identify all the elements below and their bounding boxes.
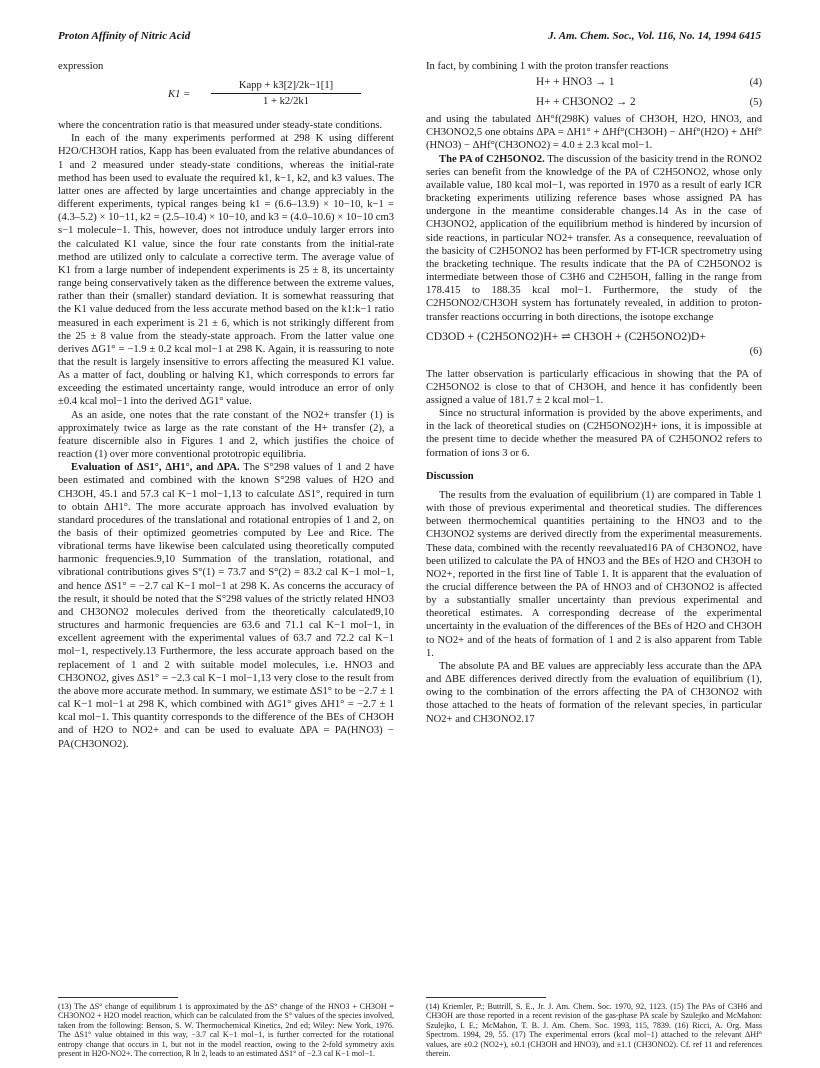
running-title: Proton Affinity of Nitric Acid — [58, 30, 191, 42]
paragraph — [426, 153, 762, 324]
paragraph: expression — [58, 61, 104, 72]
paragraph — [58, 461, 394, 750]
reaction-5 — [426, 93, 762, 113]
reaction-text: H+ + HNO3 → 1 — [536, 76, 615, 89]
paragraph: The absolute PA and BE values are appreciably less accurate than the ΔPA and ΔBE differences derived directly from the evaluation of equilibrium (1), owing to the combination of the errors affecting the PA of CH3ONO2 with those attached to the heats of formation of the relevant species, in particular NO2+ and CH3ONO2.17 — [426, 660, 762, 725]
paragraph: In fact, by combining 1 with the proton transfer reactions — [426, 61, 669, 72]
section-heading: Discussion — [426, 470, 474, 482]
footnote-rule — [426, 997, 546, 998]
reaction-6 — [426, 330, 762, 362]
footnote-rule — [58, 997, 178, 998]
paragraph: Since no structural information is provided by the above experiments, and in the lack of theoretical studies on (C2H5ONO2)H+ ions, it is impossible at the present time to decide whether the measured PA of C2H5ONO2 refers to formation of ions 3 or 6. — [426, 408, 762, 459]
reaction-text: CD3OD + (C2H5ONO2)H+ ⇌ CH3OH + (C2H5ONO2)D+ — [426, 329, 706, 343]
running-header — [58, 30, 761, 46]
left-column — [58, 60, 394, 751]
paragraph: and using the tabulated ΔH°f(298K) values of CH3OH, H2O, HNO3, and CH3ONO2,5 one obtains ΔPA = ΔH1° + ΔHf°(CH3OH) − ΔHf°(H2O) + ΔHf°(HNO3) − ΔHf°(CH3ONO2) = 4.0 ± 2.3 kcal mol−1. — [426, 114, 762, 152]
paragraph-text: The S°298 values of 1 and 2 have been estimated and combined with the known S°298 values of H2O and CH3OH, 45.1 and 57.3 cal K−1 mol−1,13 to calculate ΔS1°, required in turn to obtain ΔH1°. The more accurate approach has involved evaluation by standard procedures of the translational and rotational entropies of 1 and 2, on the basis of their optimized geometries computed by Lee and Rice. The vibrational terms have likewise been calculated using theoretically computed harmonic frequencies.9,10 Summation of the translation, rotational, and vibrational contributions gives S°(1) = 73.7 and S°(2) = 83.2 cal K−1 mol−1, and hence ΔS1° = −2.7 cal K−1 mol−1 at 298 K. As concerns the accuracy of the result, it should be noted that the S°298 values of the strictly related HNO3 and CH3ONO2 molecules derived from the theoretically calculated9,10 structures and harmonic frequencies are 63.6 and 71.1 cal K−1 mol−1, in excellent agreement with the experimental values of 63.7 and 72.2 cal K−1 mol−1, respectively.13 Furthermore, the less accurate approach based on the replacement of 1 and 2 with suitable model molecules, i.e. HNO3 and CH3ONO2, gives ΔS1° = −2.3 cal K−1 mol−1,13 very close to the result from the above more accurate method. In summary, we estimate ΔS1° to be −2.7 ± 1 cal K−1 mol−1 at 298 K, which combined with ΔG1° gives ΔH1° = −2.7 ± 1 kcal mol−1. This quantity corresponds to the difference of the BEs of CH3OH and of H2O to NO2+ and can be used to evaluate ΔPA = PA(HNO3) − PA(CH3ONO2). — [58, 462, 394, 750]
run-in-heading: Evaluation of ΔS1°, ΔH1°, and ΔPA. — [71, 462, 240, 474]
paragraph: In each of the many experiments performed at 298 K using different H2O/CH3OH ratios, Kapp has been evaluated from the relative abundances of 1 and 2 measured under steady-state conditions, whereas the initial-rate method has been used to evaluate the required k1, k−1, k2, and k3 values. The latter ones are affected by large uncertainties and change appreciably in the different experiments, typical ranges being k1 = (6.6–13.9) × 10−10, k−1 = (4.3–5.2) × 10−11, k2 = (2.5–10.4) × 10−10, and k3 = (4.0–10.6) × 10−10 cm3 s−1 molecule−1. This, however, does not introduce unduly larger errors into the calculated K1 value, since the four rate constants from the initial-rate method are utilized only to calculate a corrective term. The average value of K1 from a large number of independent experiments is 25 ± 8, its uncertainty range being conservatively taken as the difference between the extreme values, rather than their (smaller) standard deviation. It is somewhat reassuring that the K1 value deduced from the less accurate method based on the k1:k−1 ratio measured in each experiment is 21 ± 6, which is not strikingly different from the 25 ± 8 value from the steady-state approach. From the latter value one derives ΔG1° = −1.9 ± 0.2 kcal mol−1 at 298 K. Again, it is reassuring to note that the result is largely insensitive to errors affecting the measured K1 value. As a matter of fact, doubling or halving K1, which corresponds to errors far exceeding the estimated uncertainty range, would introduce an error of only ±0.4 kcal mol−1 into the derived ΔG1° value. — [58, 133, 394, 408]
equation-lhs: K1 = — [168, 89, 191, 101]
footnotes-left: (13) The ΔS° change of equilibrum 1 is approximated by the ΔS° change of the HNO3 + CH3OH = CH3ONO2 + H2O model reaction, which can be calculated from the S° values of the species involved, taken from the following: Benson, S. W. Thermochemical Kinetics, 2nd ed; Wiley: New York, 1976. The ΔS1° value obtained in this way, −3.7 cal K−1 mol−1, is further corrected for the rotational entropy change that occurs in 1, but not in the model reaction, owing to the 2-fold symmetry axis present in H2O-NO2+. The correction, R ln 2, leads to an estimated ΔS1° of −2.3 cal K−1 mol−1. — [58, 1002, 394, 1059]
paragraph: The results from the evaluation of equilibrium (1) are compared in Table 1 with those of previous experimental and theoretical studies. The differences between thermochemical quantities pertaining to the HNO3 and to the CH3ONO2 systems are derived directly from the experimental measurements. These data, combined with the recently reevaluated16 PA of CH3ONO2, have been utilized to calculate the PA of HNO3 and the BEs of H2O and CH3OH to NO2+, reported in the first line of Table 1. It is apparent that the evaluation of the crucial difference between the PA of HNO3 and of CH3ONO2 is affected by a substantially smaller uncertainty than previous experimental and theoretical estimates. A corresponding decrease of the experimental uncertainty in the evaluation of the differences of the BEs of H2O and CH3OH to NO2+ and of the heats of formation of 1 and 2 is also apparent from Table 1. — [426, 489, 762, 659]
paragraph: where the concentration ratio is that measured under steady-state conditions. — [58, 120, 383, 132]
equation-denominator: 1 + k2/2k1 — [263, 96, 309, 108]
reaction-4 — [426, 73, 762, 93]
reaction-number: (6) — [749, 345, 762, 357]
run-in-heading: The PA of C2H5ONO2. — [439, 153, 545, 165]
equation-k1 — [58, 79, 394, 113]
paragraph-text: The discussion of the basicity trend in the RONO2 series can benefit from the knowledge of the PA of C2H5ONO2, whose only available value, 180 kcal mol−1, was reported in 1970 as a result of early ICR bracketing experiments utilizing reference bases whose assigned PA has undergone in the meantime considerable changes.14 As in the case of CH3ONO2, application of the equilibrium method is hindered by incursion of side reactions, in particular NO2+ transfer. As a consequence, reevaluation of the basicity of C2H5ONO2 has been performed by FT-ICR spectrometry using the bracketing technique. The results indicate that the PA of C2H5ONO2 is intermediate between those of C3H6 and C2H5OH, falling in the range from 178.415 to 188.35 kcal mol−1. Furthermore, the study of the C2H5ONO2/CH3OH system has fortunately revealed, in addition to proton-transfer reactions occurring in both directions, the isotope exchange — [426, 153, 762, 323]
reaction-text: H+ + CH3ONO2 → 2 — [536, 96, 636, 109]
reaction-number: (4) — [749, 77, 762, 89]
footnotes-right: (14) Kriemler, P.; Buttrill, S. E., Jr. J. Am. Chem. Soc. 1970, 92, 1123. (15) The PAs of C3H6 and CH3OH are those reported in a recent revision of the gas-phase PA scale by Szulejko and McMahon: Szulejko, I. E.; McMahon, T. B. J. Am. Chem. Soc. 1993, 115, 7839. (16) Ricci, A. Org. Mass Spectrom. 1994, 29, 55. (17) The experimental errors (kcal mol−1) attached to the relevant ΔHf° values, are ±0.2 (NO2+), ±0.1 (CH3OH and HNO3), and ±1.1 (CH3ONO2). Cf. ref 11 and references therein. — [426, 1002, 762, 1059]
paragraph: As an aside, one notes that the rate constant of the NO2+ transfer (1) is approximately twice as large as the rate constant of the H+ transfer (2), a feature discernible also in Figures 1 and 2, which justifies the choice of reaction (1) over more conventional prototropic equilibria. — [58, 409, 394, 461]
equation-fraction — [211, 79, 361, 108]
paragraph: The latter observation is particularly efficacious in showing that the PA of C2H5ONO2 is close to that of CH3OH, and hence it has confidently been assigned a value of 181.7 ± 2 kcal mol−1. — [426, 368, 762, 406]
right-column — [426, 60, 762, 726]
reaction-number: (5) — [749, 97, 762, 109]
equation-numerator: Kapp + k3[2]/2k−1[1] — [211, 79, 361, 94]
journal-citation: J. Am. Chem. Soc., Vol. 116, No. 14, 1994 6415 — [548, 30, 761, 42]
